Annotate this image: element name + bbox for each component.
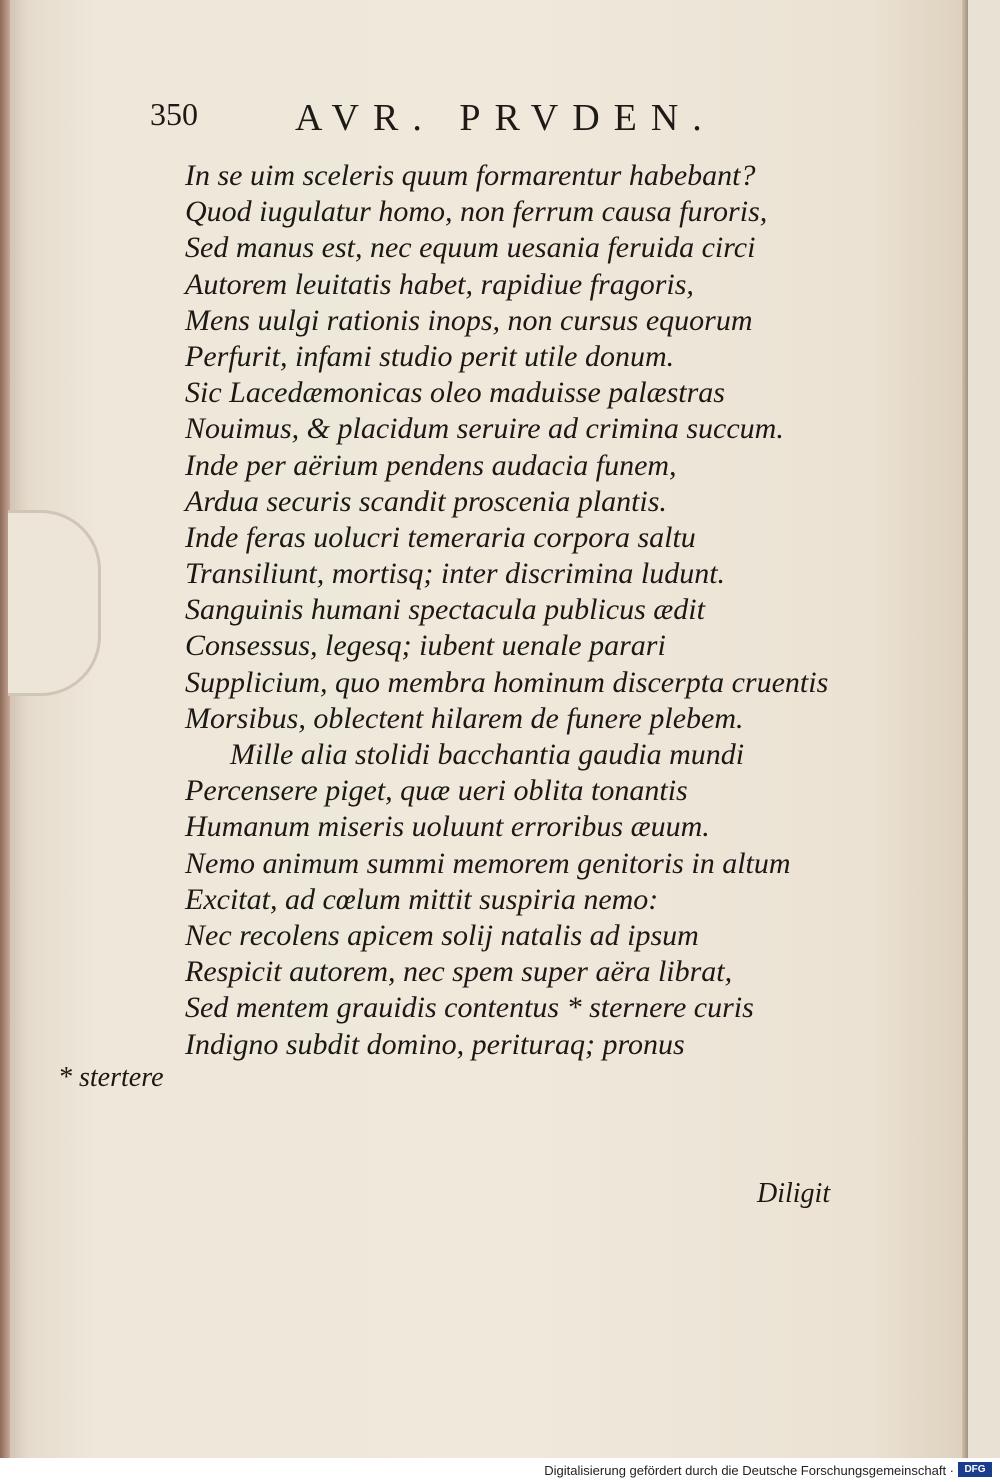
verse-line: Autorem leuitatis habet, rapidiue fragoris, (185, 267, 694, 301)
verse-line: Sanguinis humani spectacula publicus ædit (185, 593, 705, 627)
book-spine-edge (962, 0, 968, 1458)
verse-line: Nec recolens apicem solij natalis ad ipsum (185, 918, 699, 952)
catchword: Diligit (757, 1178, 831, 1209)
folio-number: 350 (150, 96, 198, 132)
verse-line: Transiliunt, mortisq; inter discrimina ludunt. (185, 557, 726, 591)
verse-line: Consessus, legesq; iubent uenale parari (185, 629, 666, 663)
running-head: AVR. PRVDEN. (295, 97, 716, 139)
verse-line: Sed mentem grauidis contentus * sternere curis (185, 991, 754, 1025)
verse-line: Humanum miseris uoluunt erroribus æuum. (185, 810, 710, 844)
verse-line: In se uim sceleris quum formarentur habebant? (185, 159, 756, 192)
verse-line: Mens uulgi rationis inops, non cursus equorum (185, 303, 753, 337)
verse-line: Inde per aërium pendens audacia funem, (185, 448, 677, 482)
page-edge-left (0, 0, 10, 1458)
page-header (150, 96, 790, 146)
paper-tab (8, 510, 101, 696)
verse-line: Sed manus est, nec equum uesania feruida circi (185, 231, 756, 265)
verse-line: Percensere piget, quæ ueri oblita tonantis (185, 774, 688, 808)
verse-line: Sic Lacedæmonicas oleo maduisse palæstras (185, 376, 725, 410)
verse-line: Indigno subdit domino, perituraq; pronus (185, 1027, 685, 1061)
footer-bar (0, 1458, 1000, 1482)
verse-line: Quod iugulatur homo, non ferrum causa furoris, (185, 195, 768, 229)
verse-block (185, 158, 835, 1063)
verse-line: Excitat, ad cœlum mittit suspiria nemo: (185, 882, 659, 916)
verse-line: Perfurit, infami studio perit utile donum. (185, 339, 675, 373)
verse-line-indented: Mille alia stolidi bacchantia gaudia mundi (230, 738, 745, 771)
marginal-note: * stertere (58, 1062, 164, 1093)
verse-line: Nouimus, & placidum seruire ad crimina succum. (185, 412, 784, 446)
verse-line: Inde feras uolucri temeraria corpora saltu (185, 520, 696, 554)
verse-line: Ardua securis scandit proscenia plantis. (185, 484, 667, 518)
verse-line: Morsibus, oblectent hilarem de funere plebem. (185, 701, 744, 735)
verse-line: Supplicium, quo membra hominum discerpta cruentis (185, 665, 829, 699)
verse-line: Nemo animum summi memorem genitoris in altum (185, 846, 791, 880)
dfg-logo: DFG (958, 1462, 992, 1477)
verse-line: Respicit autorem, nec spem super aëra librat, (185, 955, 733, 989)
footer-credit: Digitalisierung gefördert durch die Deutsche Forschungsgemeinschaft · (544, 1463, 954, 1478)
